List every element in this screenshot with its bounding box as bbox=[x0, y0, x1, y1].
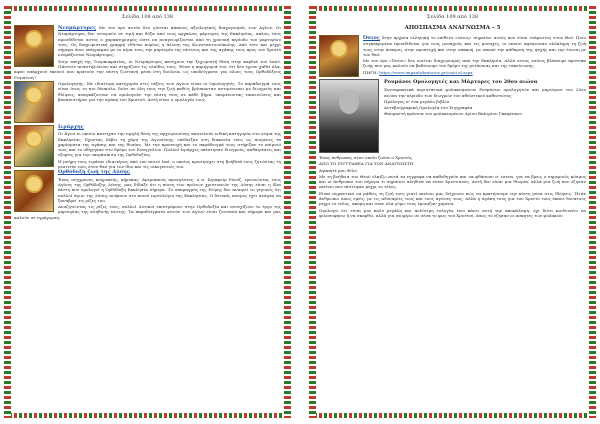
intro-line: Θαυμαστή πρόνοια του φυλακισμένου Αγίου Βαλερίου Γκαφένκου bbox=[384, 111, 522, 117]
osios-icon-image bbox=[319, 35, 359, 77]
paragraph: Στην αρχαία ελληνική το επίθετο «όσιος» σημαίνει αυτός που είναι ευάρεστος στον Θεό. Ποιο συγκεκριμένα προσδίδεται για τους μοναχούς και τις μοναχές, οι οποίοι αφιέρωσαν ολόκληρη τη ζωή τους στην άσκηση, στην προσευχή και στην υπακοή, με σκοπό την κάθαρση της ψυχής και την ένωση με τον Θεό. bbox=[363, 35, 586, 57]
dysi-icon-image bbox=[14, 170, 54, 212]
intro-line: Συνταρακτικά περιστατικά φυλακισμένων Ρουμάνων ομολογητών και μαρτύρων του 20ου αιώνα την περίοδο των διωγμών του αθεϊστικού καθεστώτος bbox=[384, 87, 586, 98]
confessor-portrait-photo bbox=[319, 79, 379, 153]
paragraph: Η μνήμη τους τιμάται ιδιαιτέρως από τον πιστό λαό, ο οποίος προστρέχει στη βοήθειά τους ζητώντας τη μεσιτεία τους στον Θεό για τον ίδιο και τις οικογένειές του. bbox=[58, 158, 281, 170]
paragraph: Με τη βοήθεια του Θεού ελπίζω αυτά τα έγγραφα να καθοδηγούν και να φθάσουν σ' εσένα, για να βρεις ο σημερινός κόσμος και οι άνθρωποι του σήμερα τι σημαίνει αληθινά να είσαι Χριστιανός. Αυτή δεν είναι μια θεωρία, αλλά μια ζωή που έζησαν εκείνοι που πίστεψαν μέχρι το τέλος. bbox=[319, 173, 586, 190]
page-number: Σελίδα 109 από 138 bbox=[426, 14, 479, 20]
ierarxis-icon-image bbox=[14, 125, 54, 167]
section-title-osios: Όσιος bbox=[363, 35, 380, 41]
section-title-dysi: Ορθόδοξη ζωή της Δύσης bbox=[58, 169, 130, 176]
source-label: ΠΗΓΗ: bbox=[363, 69, 378, 75]
greeting-line: Αγαπητέ μου Φίλε, bbox=[319, 167, 358, 173]
reading-heading: ΑΠΟΣΠΑΣΜΑ ΑΝΑΓΝΩΣΜΑ – 5 bbox=[404, 25, 501, 31]
quote-line: Ένας άνθρωπος στον οποίο ζούσε ο Χριστός bbox=[319, 155, 412, 160]
right-page bbox=[309, 6, 596, 418]
article-subtitle: Ρουμάνοι Ομολογητές και Μάρτυρες του 20ου αιώνα bbox=[384, 79, 538, 85]
paragraph: Οι Άγιοι οι οποίοι κατείχαν την υψηλή θέση της αρχιερωσύνης αποτελούν ειδική κατηγορία στο σώμα της Εκκλησίας. Εχοντας λάβει τη χάρη της Αγιοσύνης, επέδειξαν στη διακονία τους ως ποιμένες τα χαρίσματα της αγάπης και της θυσίας. Με την προσευχή και το παράδειγμά τους στήριξαν το ποίμνιό τους και το οδήγησαν στο δρόμο του Ευαγγελίου. Πολλοί Ιεράρχες υπέστησαν διωγμούς, καθαιρέσεις και εξορίες για την υπεράσπιση της Ορθοδοξίας. bbox=[58, 131, 281, 158]
section-title-ierarxis: Ιεράρχης bbox=[58, 123, 84, 130]
source-link[interactable]: https://www.impantokratoros.gr/osioi.el.aspx bbox=[379, 69, 473, 75]
omologites-icon-image bbox=[14, 81, 54, 123]
paragraph: Στην εποχή της Τουρκοκρατίας, οι Νεομάρτυρες κατέχουν την ξεχωριστή θέση στην καρδιά του λαού. Πάντοτε αναστηλώνουν και στηρίζουν τις ελπίδες τους. Ήταν η παρηγοριά του, ότι δεν έχουν χαθεί όλα, αφού υπάρχουν εκείνοι που κρατούν την πίστη ζωντανή μέσα στη δουλεία, ως υποδείγματα για όλους τους Ορθοδόξους Ρωμαίους! bbox=[14, 58, 281, 80]
paragraph: Αναζητώντας τις ρίζες τους, πολλοί Δυτικοί επιστρέφουν στην Ορθοδοξία και συνεχίζουν το έργο της μαρτυρίας της αληθινής πίστης. Τα παραδείγματα αυτών των Αγίων είναι ζωντανά και σήμερα και μας καλούν σε εγρήγορση. bbox=[14, 204, 281, 220]
decorative-border-top bbox=[4, 6, 291, 11]
paragraph: Είναι σημαντικό να μάθεις τη ζωή τους γιατί εκείνοι μας δείχνουν πώς να κρατήσουμε την πίστη μέσα στις θλίψεις. Ήταν άνθρωποι όπως εμείς, με τις αδυναμίες τους και τους αγώνες τους, αλλά η αγάπη τους για τον Χριστό τους έκανε δυνατούς μέχρι το τέλος, ακόμη και όταν όλα γύρω τους έμοιαζαν χαμένα. bbox=[319, 190, 586, 207]
decorative-border-left bbox=[4, 6, 11, 418]
intro-line: Αυτοβιογραφική Ομολογία του Συγγραφέα bbox=[384, 105, 473, 111]
paragraph: Ομολογητής: Με ιδιαίτερη κατηγορία στις τάξεις των Αγίων είναι οι Ομολογητές. Το παράδειγμά τους είναι ίσως το πιο δύσκολο, διότι σε όλη τους την ζωή καθώς βρίσκονταν αντιμέτωποι με διωγμούς και θλίψεις, αναγκάζονταν να ομολογούν την πίστη τους σε κάθε βήμα, υπομένοντας ταπεινώσεις και βασανιστήρια για την αγάπη του Χριστού. Αυτή είναι η ομολογία τους. bbox=[58, 80, 281, 102]
section-title-neomartyres: Νεομάρτυρες bbox=[58, 25, 97, 31]
neomartyres-icon-image bbox=[14, 25, 54, 67]
paragraph: Ομολογώ ότι είναι μια πολύ μεγάλη και πολύτιμη ευλογία, που κάνει αυτή την αποκάλυψη: όχι διότι κινδυνεύω να φιλοσοφήσω ή να σκεφθώ, αλλά για να φέρω σε σένα το φως του Χριστού, όπως το έζησαν οι ασκητές των φυλακών. bbox=[319, 207, 586, 218]
paragraph: Με τον όρο «Όσιοι» δεν νοείται διαχωρισμός από την Εκκλησία, αλλά στους οσίους βλέπουμε πρότυπα ζωής που μας καλούν να βαδίσουμε τον δρόμο της μετάνοιας και της ταπείνωσης. bbox=[363, 58, 586, 69]
page-number: Σελίδα 108 από 138 bbox=[121, 14, 174, 20]
left-page bbox=[4, 6, 291, 418]
author-line: ΑΠΟ ΤΟ ΣΥΓΓΡΑΦΕΑ ΓΙΑ ΤΟΝ ΑΝΑΓΝΩΣΤΗ bbox=[319, 161, 414, 167]
decorative-border-left bbox=[309, 6, 316, 418]
paragraph: Ένας σύγχρονος κνηρυκτής, κήρυκας- Αμερικανός προσηλυτος- ο π. Σεραφείμ Ρόουζ, ερευνώντας τους Αγίους της Ορθόδοξης Δύσης, μας δίδαξε ότι η πίστη των πρώτων χριστιανών της Δύσης είναι η ίδια πίστη που ομολογεί η Ορθόδοξη Εκκλησία σήμερα. Το σπαραγμός της Ρώμης δεν αναιρεί το γεγονός ότι πολλοί άγιοι της Δύσης ανήκουν στο κοινό εορτολόγιο της Εκκλησίας. Ο δυτικός κόσμος έχει ανάγκη να ξαναβρεί τις ρίζες του. bbox=[58, 176, 281, 203]
right-page-content bbox=[319, 14, 586, 410]
paragraph: Με τον όρο αυτόν δεν γίνεται κάποιος αξιολογικός διαχωρισμός των Αγίων. Οι Νεομάρτυρες δεν υστερούν σε τιμή και δόξα από τους αρχαίους μάρτυρες της Εκκλησίας, απλώς τους προσδίδεται αυτός ο χαρακτηρισμός ώστε να αναγνωρίζονται από τη χρονική περίοδο του μαρτυρίου τους. Ως διαχωριστική γραμμή τίθεται κυρίως η άλωση της Κωνσταντινούπολης. Από τότε και μέχρι σήμερα όσοι υπέγραψαν με το αίμα τους την μαρτυρία της πίστεως και της αγάπης τους προς τον Χριστό ονομάζονται Νεομάρτυρες. bbox=[58, 25, 281, 58]
decorative-border-top bbox=[309, 6, 596, 11]
left-page-content bbox=[14, 14, 281, 410]
decorative-border-bottom bbox=[4, 413, 291, 418]
decorative-border-bottom bbox=[309, 413, 596, 418]
decorative-border-right bbox=[589, 6, 596, 418]
decorative-border-right bbox=[284, 6, 291, 418]
intro-line: Πρόλογος σ' ένα μεγάλο βιβλίο bbox=[384, 98, 450, 104]
